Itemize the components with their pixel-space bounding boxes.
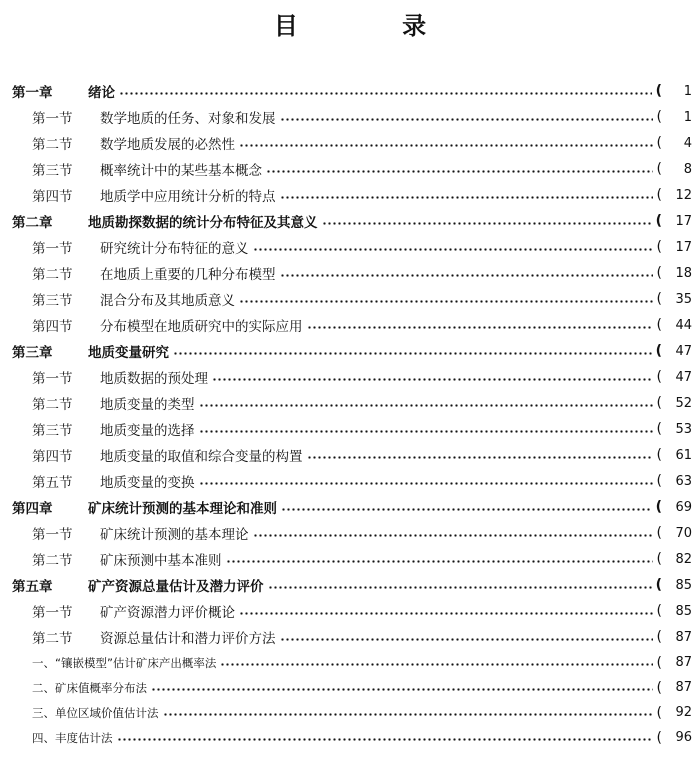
subsection-title: 矿床值概率分布法 (55, 680, 147, 695)
section-number: 第一节 (32, 371, 73, 387)
toc-section[interactable] (0, 520, 700, 546)
toc-section[interactable] (0, 182, 700, 208)
page-number: 87 (675, 655, 692, 670)
page-paren: ( (656, 187, 662, 203)
page-number: 35 (675, 291, 692, 307)
dot-leader (199, 430, 653, 433)
page-number: 17 (675, 213, 692, 229)
section-number: 第五节 (32, 475, 73, 491)
toc-chapter-5[interactable] (0, 572, 700, 598)
section-title: 矿产资源潜力评价概论 (100, 605, 235, 621)
section-number: 第一节 (32, 527, 73, 543)
chapter-title: 矿床统计预测的基本理论和准则 (88, 501, 277, 517)
page-number: 18 (675, 265, 692, 281)
subsection-title: 丰度估计法 (55, 730, 113, 745)
page-number: 69 (675, 499, 692, 515)
toc-section[interactable] (0, 156, 700, 182)
dot-leader (280, 638, 653, 641)
section-title: 数学地质发展的必然性 (100, 137, 235, 153)
section-number: 第四节 (32, 189, 73, 205)
section-number: 第二节 (32, 631, 73, 647)
page-number: 8 (683, 161, 692, 177)
page-paren: ( (656, 629, 662, 645)
section-number: 第一节 (32, 241, 73, 257)
page-paren: ( (656, 239, 662, 255)
toc-subsection[interactable] (0, 700, 700, 725)
section-title: 地质变量的类型 (100, 397, 195, 413)
section-number: 第二节 (32, 137, 73, 153)
page-paren: ( (656, 109, 662, 125)
page-number: 85 (675, 603, 692, 619)
page-number: 70 (675, 525, 692, 541)
page-number: 63 (675, 473, 692, 489)
chapter-number: 第三章 (12, 345, 53, 361)
dot-leader (212, 378, 653, 381)
toc-section[interactable] (0, 364, 700, 390)
page-paren: ( (656, 447, 662, 463)
section-title: 地质数据的预处理 (100, 371, 208, 387)
section-title: 地质学中应用统计分析的特点 (100, 189, 276, 205)
page-number: 12 (675, 187, 692, 203)
toc-chapter-3[interactable] (0, 338, 700, 364)
page-paren: ( (656, 473, 662, 489)
page-number: 47 (675, 343, 692, 359)
page-paren: ( (656, 135, 662, 151)
dot-leader (239, 144, 653, 147)
section-title: 地质变量的选择 (100, 423, 195, 439)
section-title: 矿床统计预测的基本理论 (100, 527, 249, 543)
chapter-number: 第二章 (12, 215, 53, 231)
dot-leader (280, 274, 653, 277)
chapter-title: 地质勘探数据的统计分布特征及其意义 (88, 215, 318, 231)
dot-leader (280, 196, 653, 199)
section-number: 第二节 (32, 553, 73, 569)
section-number: 第三节 (32, 423, 73, 439)
page-number: 1 (683, 109, 692, 125)
toc-section[interactable] (0, 442, 700, 468)
dot-leader (119, 92, 652, 95)
section-title: 概率统计中的某些基本概念 (100, 163, 262, 179)
section-number: 第一节 (32, 111, 73, 127)
toc-section[interactable] (0, 312, 700, 338)
page-number: 17 (675, 239, 692, 255)
page-paren: ( (656, 421, 662, 437)
toc-section[interactable] (0, 598, 700, 624)
section-number: 第二节 (32, 397, 73, 413)
section-title: 数学地质的任务、对象和发展 (100, 111, 276, 127)
toc-section[interactable] (0, 260, 700, 286)
chapter-title: 绪论 (88, 85, 115, 101)
chapter-title: 矿产资源总量估计及潜力评价 (88, 579, 264, 595)
dot-leader (253, 248, 653, 251)
section-number: 第二节 (32, 267, 73, 283)
subsection-number: 一、 (32, 655, 55, 670)
toc-section[interactable] (0, 104, 700, 130)
toc-section[interactable] (0, 234, 700, 260)
dot-leader (266, 170, 653, 173)
page-number: 1 (683, 83, 692, 99)
section-title: 资源总量估计和潜力评价方法 (100, 631, 276, 647)
dot-leader (199, 404, 653, 407)
dot-leader (268, 586, 652, 589)
page-number: 96 (675, 730, 692, 745)
page-number: 87 (675, 680, 692, 695)
toc-section[interactable] (0, 624, 700, 650)
page-paren: ( (655, 499, 662, 515)
toc-section[interactable] (0, 286, 700, 312)
dot-leader (151, 688, 653, 691)
page-number: 87 (675, 629, 692, 645)
page-number: 47 (675, 369, 692, 385)
section-number: 第四节 (32, 319, 73, 335)
section-title: 地质变量的取值和综合变量的构置 (100, 449, 303, 465)
dot-leader (220, 663, 652, 666)
chapter-number: 第五章 (12, 579, 53, 595)
toc-subsection[interactable] (0, 675, 700, 700)
toc-section[interactable] (0, 390, 700, 416)
page-paren: ( (656, 161, 662, 177)
dot-leader (307, 326, 653, 329)
dot-leader (117, 738, 653, 741)
section-title: 矿床预测中基本准则 (100, 553, 222, 569)
page-paren: ( (656, 679, 662, 696)
page-number: 52 (675, 395, 692, 411)
section-number: 第三节 (32, 163, 73, 179)
page-paren: ( (656, 704, 662, 721)
subsection-number: 三、 (32, 705, 55, 720)
chapter-number: 第四章 (12, 501, 53, 517)
page-paren: ( (656, 317, 662, 333)
section-title: 在地质上重要的几种分布模型 (100, 267, 276, 283)
page-paren: ( (656, 729, 662, 746)
toc-chapter-4[interactable] (0, 494, 700, 520)
section-title: 地质变量的变换 (100, 475, 195, 491)
toc-section[interactable] (0, 416, 700, 442)
page-paren: ( (656, 603, 662, 619)
section-title: 混合分布及其地质意义 (100, 293, 235, 309)
page-paren: ( (655, 83, 662, 99)
page-number: 53 (675, 421, 692, 437)
page-number: 82 (675, 551, 692, 567)
page-paren: ( (656, 369, 662, 385)
toc-section[interactable] (0, 468, 700, 494)
page-number: 61 (675, 447, 692, 463)
page-paren: ( (656, 654, 662, 671)
toc-section[interactable] (0, 546, 700, 572)
page-number: 92 (675, 705, 692, 720)
dot-leader (281, 508, 652, 511)
page-paren: ( (656, 525, 662, 541)
toc-chapter-2[interactable] (0, 208, 700, 234)
toc-section[interactable] (0, 130, 700, 156)
section-number: 第四节 (32, 449, 73, 465)
dot-leader (239, 300, 653, 303)
toc-chapter-1[interactable] (0, 78, 700, 104)
page-number: 4 (683, 135, 692, 151)
toc-subsection[interactable] (0, 650, 700, 675)
subsection-title: 单位区域价值估计法 (55, 705, 159, 720)
table-of-contents (0, 78, 700, 750)
page-paren: ( (656, 551, 662, 567)
page-paren: ( (656, 395, 662, 411)
section-title: 研究统计分布特征的意义 (100, 241, 249, 257)
section-title: 分布模型在地质研究中的实际应用 (100, 319, 303, 335)
section-number: 第三节 (32, 293, 73, 309)
chapter-title: 地质变量研究 (88, 345, 169, 361)
subsection-number: 四、 (32, 730, 55, 745)
dot-leader (239, 612, 653, 615)
dot-leader (307, 456, 653, 459)
page-paren: ( (655, 213, 662, 229)
dot-leader (253, 534, 653, 537)
page-number: 85 (675, 577, 692, 593)
toc-subsection[interactable] (0, 725, 700, 750)
page-paren: ( (655, 577, 662, 593)
dot-leader (173, 352, 652, 355)
dot-leader (322, 222, 652, 225)
page-number: 44 (675, 317, 692, 333)
page-title: 目 录 (273, 12, 475, 40)
page-paren: ( (655, 343, 662, 359)
dot-leader (163, 713, 653, 716)
subsection-number: 二、 (32, 680, 55, 695)
page-paren: ( (656, 291, 662, 307)
subsection-title: “镶嵌模型”估计矿床产出概率法 (55, 655, 217, 670)
section-number: 第一节 (32, 605, 73, 621)
dot-leader (226, 560, 653, 563)
dot-leader (280, 118, 653, 121)
chapter-number: 第一章 (12, 85, 53, 101)
page-paren: ( (656, 265, 662, 281)
dot-leader (199, 482, 653, 485)
